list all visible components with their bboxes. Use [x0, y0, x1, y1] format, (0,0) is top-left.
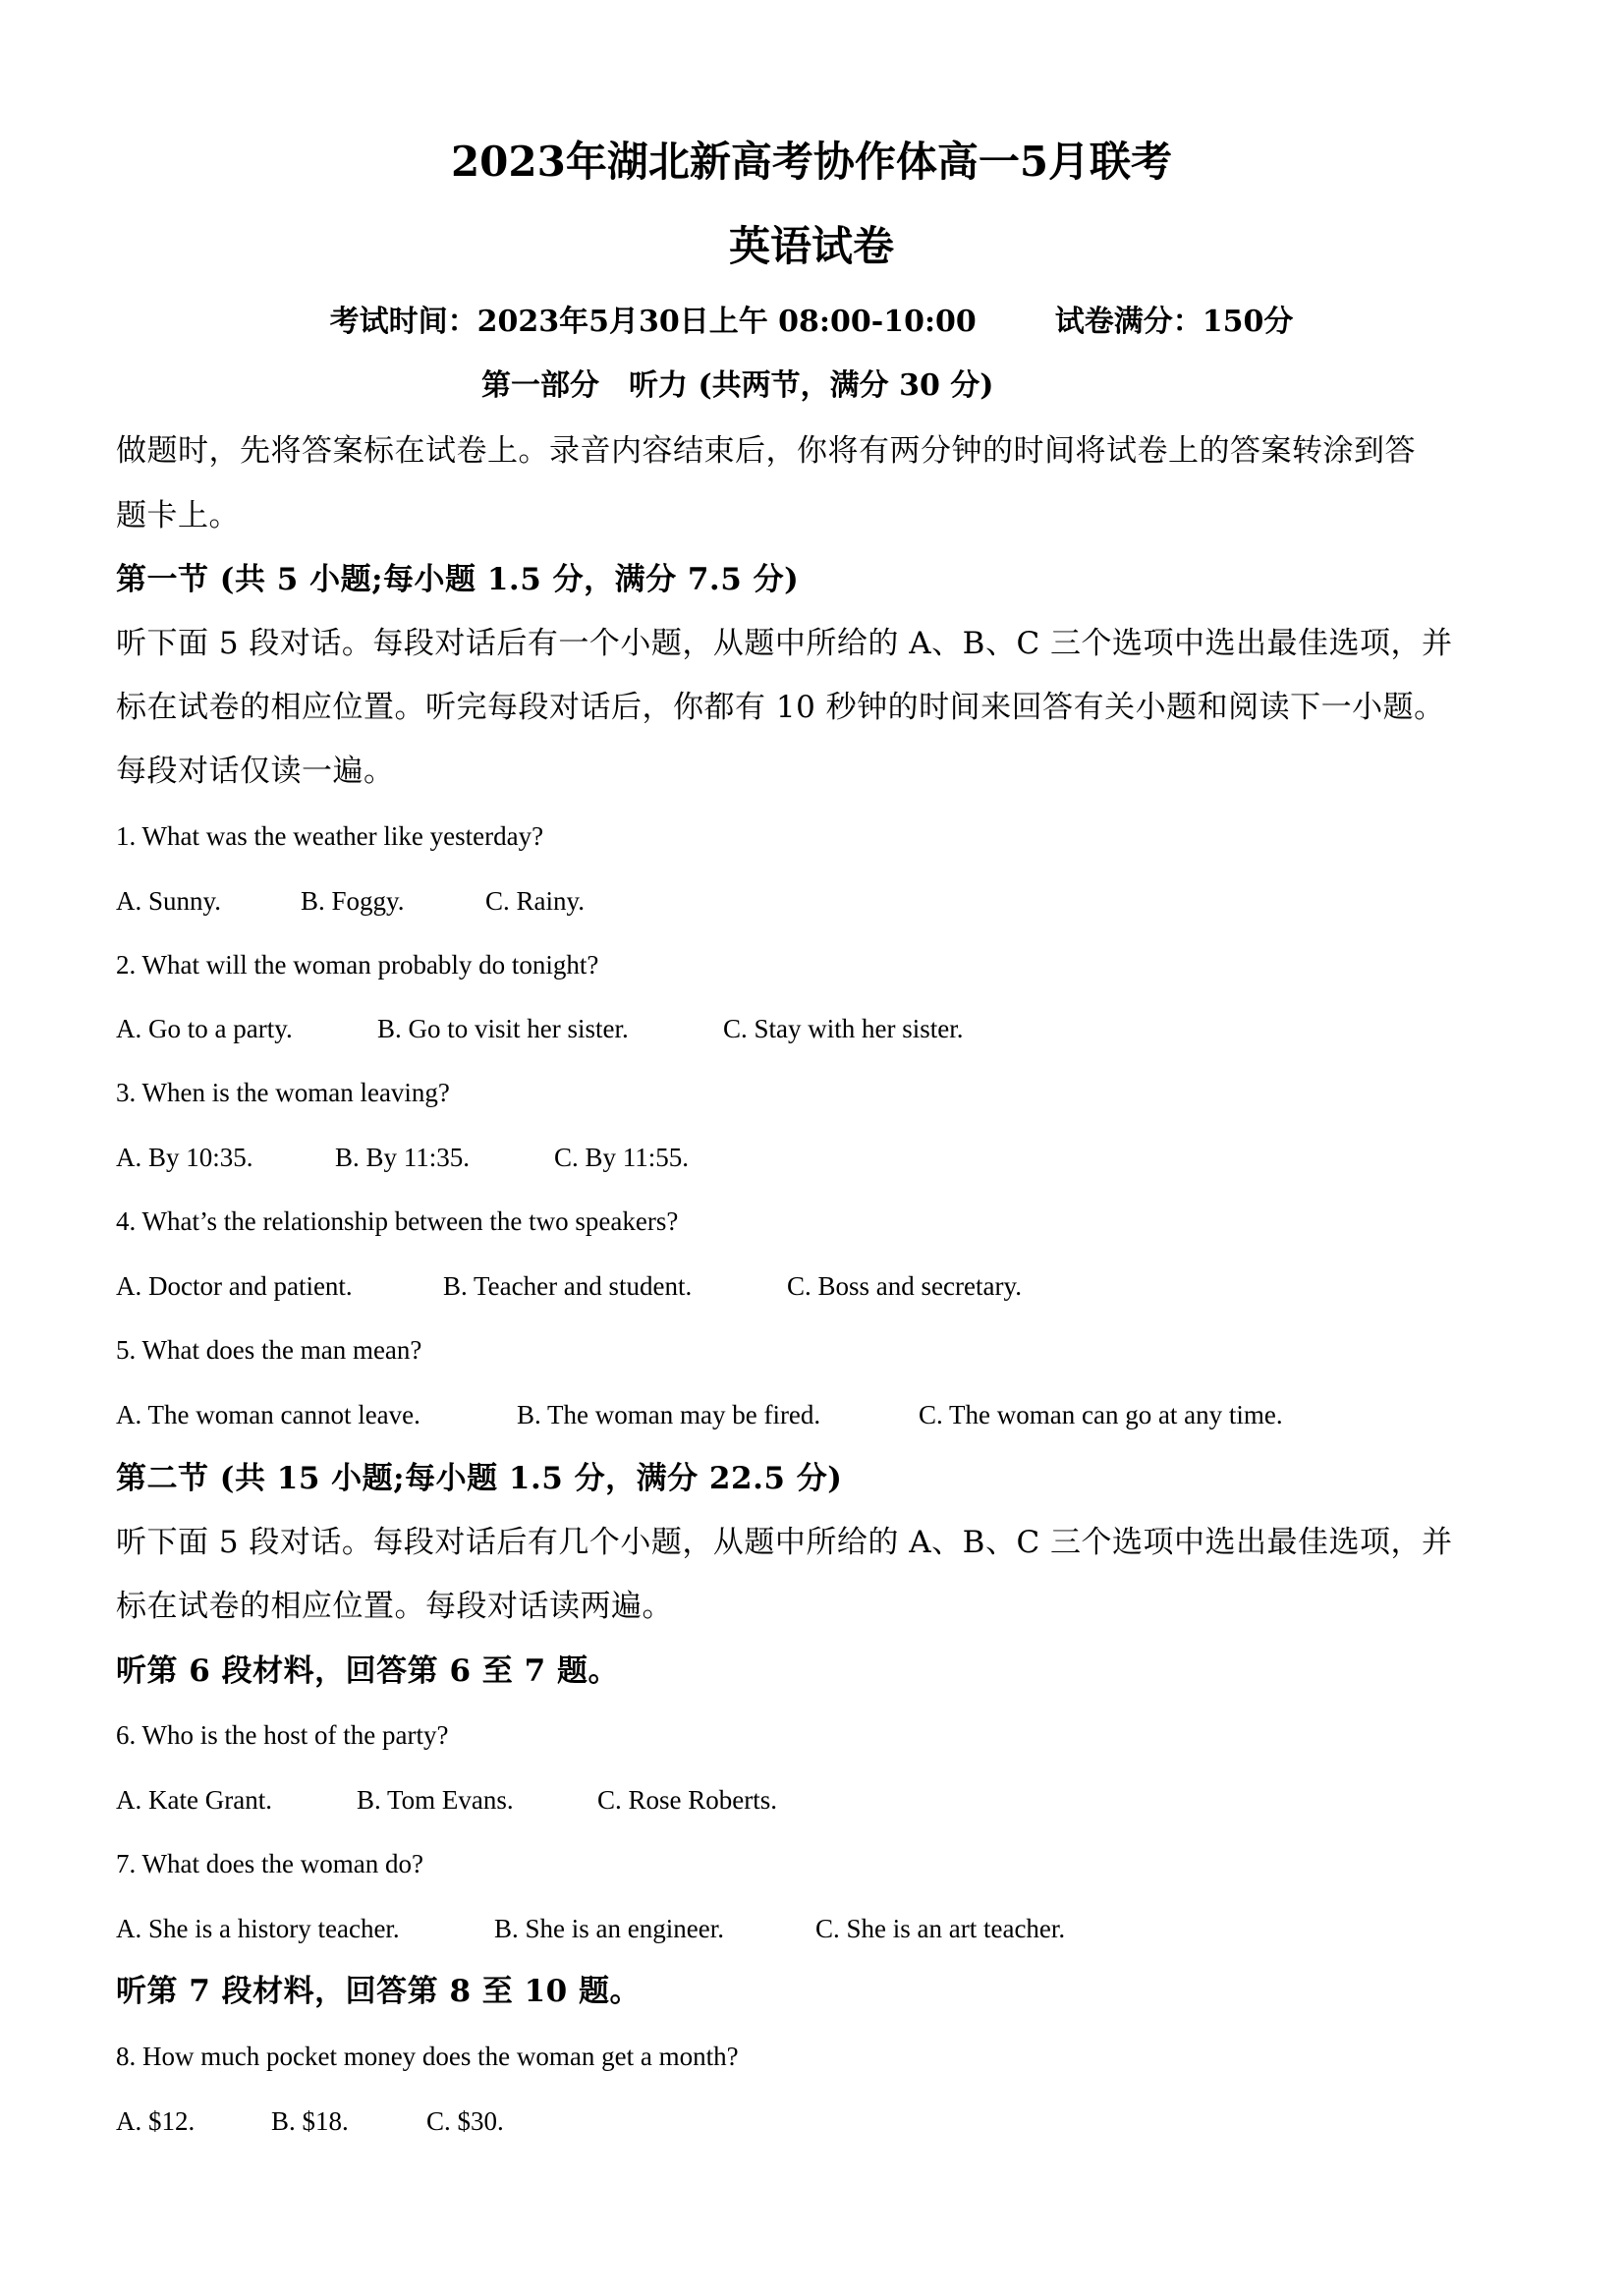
question-2-options [116, 1016, 964, 1042]
option-c: C. She is an art teacher. [815, 1914, 1066, 1943]
full-score: 试卷满分：150分 [1054, 305, 1294, 339]
section-one-instruction-line-1: 听下面 5 段对话。每段对话后有一个小题，从题中所给的 A、B、C 三个选项中选出最佳选项，并 [116, 626, 1453, 661]
option-b: B. She is an engineer. [494, 1914, 724, 1943]
material-7-heading: 听第 7 段材料，回答第 8 至 10 题。 [116, 1974, 642, 2009]
question-3-options [116, 1145, 689, 1171]
option-a: A. Sunny. [116, 886, 222, 916]
option-a: A. $12. [116, 2106, 196, 2136]
option-b: B. Teacher and student. [443, 1271, 693, 1301]
question-8: 8. How much pocket money does the woman get a month? [116, 2042, 739, 2071]
part-one-heading: 第一部分 听力 (共两节，满分 30 分) [481, 368, 994, 403]
part-one-instruction-line-2: 题卡上。 [116, 498, 240, 533]
question-5-options [116, 1402, 1283, 1428]
question-5: 5. What does the man mean? [116, 1335, 422, 1365]
question-8-options [116, 2108, 504, 2135]
section-two-instruction-line-1: 听下面 5 段对话。每段对话后有几个小题，从题中所给的 A、B、C 三个选项中选出最佳选项，并 [116, 1525, 1453, 1560]
option-a: A. Doctor and patient. [116, 1271, 353, 1301]
material-6-heading: 听第 6 段材料，回答第 6 至 7 题。 [116, 1653, 619, 1689]
question-4-options [116, 1273, 1022, 1300]
option-b: B. $18. [271, 2106, 349, 2136]
section-one-instruction-line-2: 标在试卷的相应位置。听完每段对话后，你都有 10 秒钟的时间来回答有关小题和阅读下一小题。 [116, 690, 1445, 725]
option-a: A. The woman cannot leave. [116, 1400, 420, 1429]
option-c: C. Rose Roberts. [597, 1785, 778, 1815]
question-3: 3. When is the woman leaving? [116, 1078, 450, 1107]
section-one-instruction-line-3: 每段对话仅读一遍。 [116, 754, 395, 789]
section-two-instruction-line-2: 标在试卷的相应位置。每段对话读两遍。 [116, 1589, 673, 1624]
question-6-options [116, 1787, 777, 1814]
option-c: C. Rainy. [485, 886, 585, 916]
option-b: B. Go to visit her sister. [377, 1014, 629, 1043]
exam-title: 2023年湖北新高考协作体高一5月联考 [450, 138, 1173, 186]
question-1: 1. What was the weather like yesterday? [116, 821, 544, 851]
option-c: C. The woman can go at any time. [919, 1400, 1283, 1429]
question-6: 6. Who is the host of the party? [116, 1720, 449, 1750]
question-7: 7. What does the woman do? [116, 1849, 423, 1878]
question-1-options [116, 888, 585, 915]
option-b: B. By 11:35. [335, 1143, 471, 1172]
exam-subtitle: 英语试卷 [728, 222, 894, 270]
section-two-heading: 第二节 (共 15 小题;每小题 1.5 分，满分 22.5 分) [116, 1461, 843, 1496]
option-a: A. She is a history teacher. [116, 1914, 400, 1943]
exam-info-line [0, 305, 1623, 339]
section-one-heading: 第一节 (共 5 小题;每小题 1.5 分，满分 7.5 分) [116, 562, 800, 597]
option-b: B. The woman may be fired. [517, 1400, 821, 1429]
option-a: A. Kate Grant. [116, 1785, 272, 1815]
option-a: A. Go to a party. [116, 1014, 293, 1043]
exam-time: 考试时间：2023年5月30日上午 08:00-10:00 [329, 305, 977, 339]
option-c: C. Boss and secretary. [787, 1271, 1022, 1301]
question-7-options [116, 1916, 1065, 1942]
option-b: B. Tom Evans. [357, 1785, 514, 1815]
option-a: A. By 10:35. [116, 1143, 253, 1172]
question-2: 2. What will the woman probably do tonight? [116, 950, 599, 980]
option-b: B. Foggy. [301, 886, 405, 916]
option-c: C. $30. [426, 2106, 504, 2136]
part-one-instruction-line-1: 做题时，先将答案标在试卷上。录音内容结束后，你将有两分钟的时间将试卷上的答案转涂到答 [116, 433, 1416, 469]
option-c: C. Stay with her sister. [723, 1014, 964, 1043]
option-c: C. By 11:55. [554, 1143, 690, 1172]
question-4: 4. What’s the relationship between the two speakers? [116, 1206, 679, 1236]
